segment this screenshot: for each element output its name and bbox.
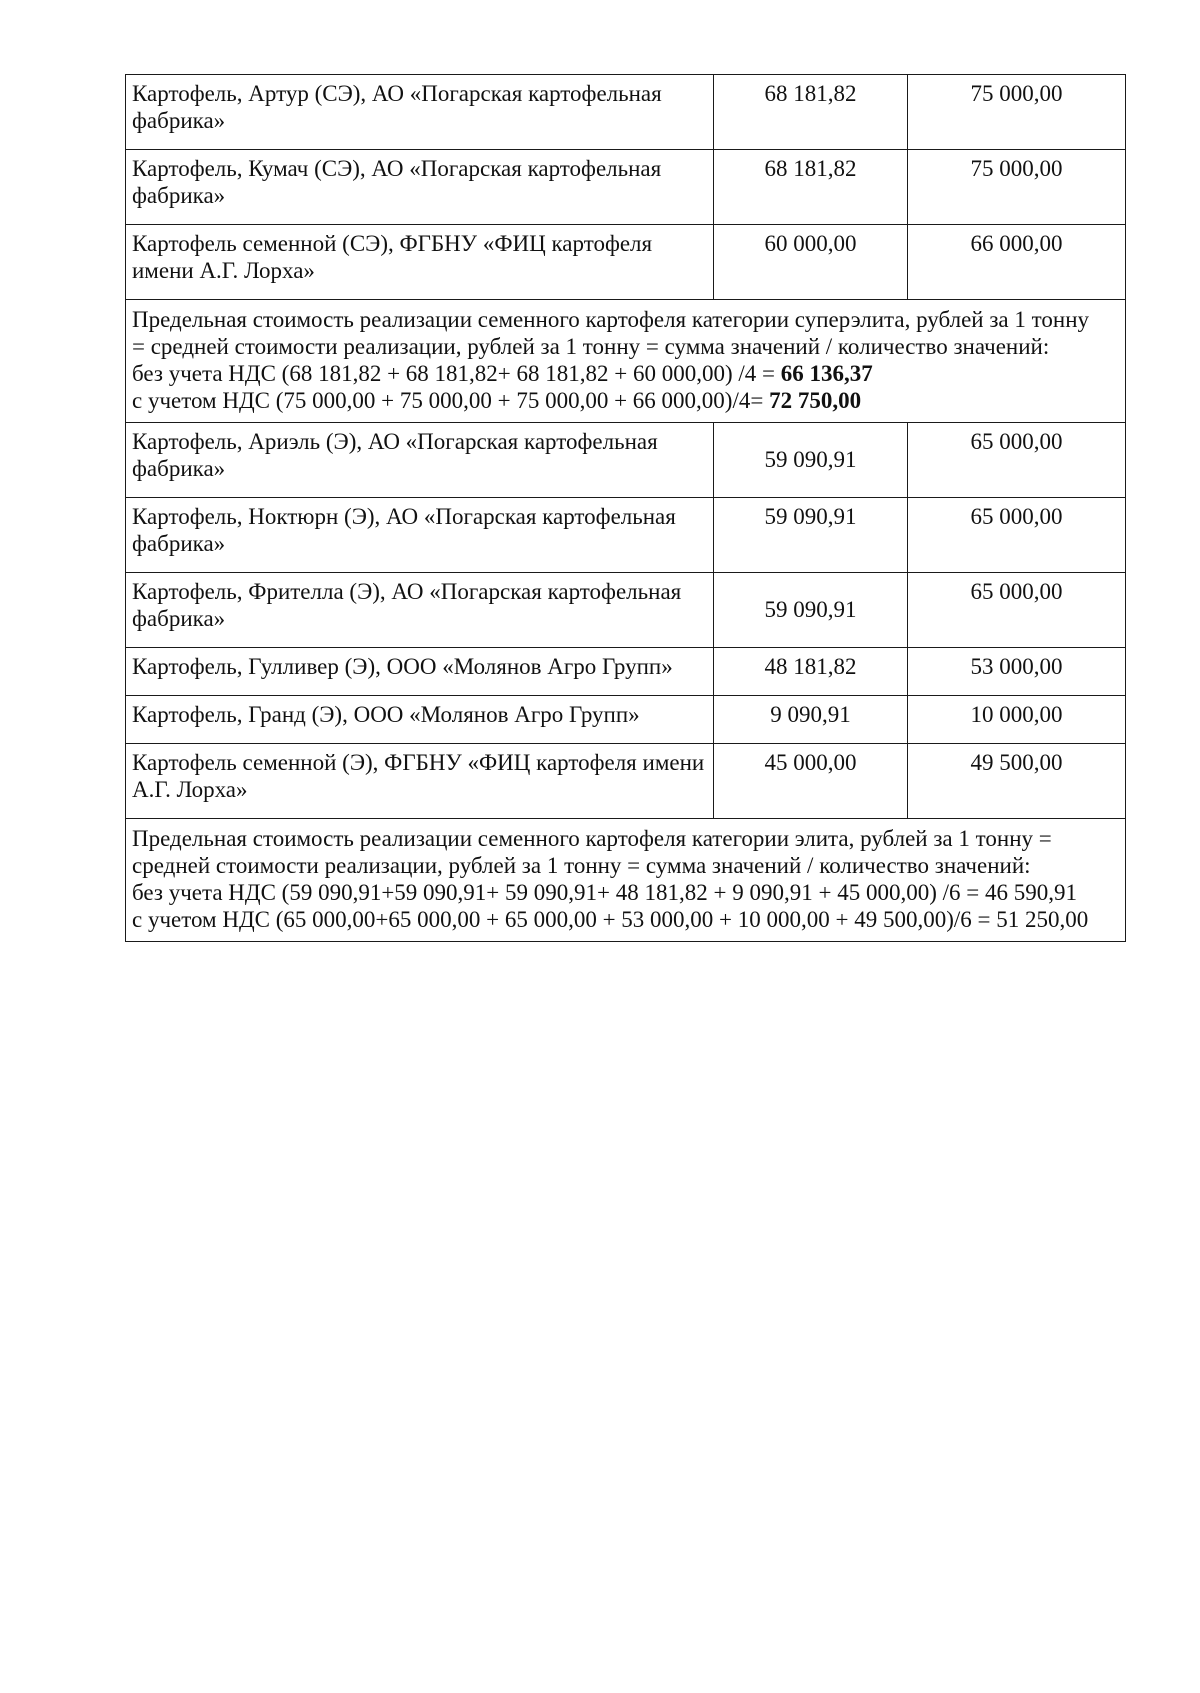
price-no-vat: 68 181,82 <box>714 150 908 225</box>
table-row <box>126 573 1126 648</box>
summary-line-with-vat <box>132 387 1119 414</box>
price-with-vat: 75 000,00 <box>908 150 1126 225</box>
table-row <box>126 498 1126 573</box>
price-with-vat: 66 000,00 <box>908 225 1126 300</box>
product-name: Картофель, Кумач (СЭ), АО «Погарская картофельная фабрика» <box>126 150 714 225</box>
price-with-vat: 65 000,00 <box>908 498 1126 573</box>
price-with-vat: 10 000,00 <box>908 696 1126 744</box>
summary-line-no-vat <box>132 360 1119 387</box>
table-row <box>126 744 1126 819</box>
summary-line: Предельная стоимость реализации семенного картофеля категории суперэлита, рублей за 1 тонну <box>132 307 1090 332</box>
price-table <box>125 74 1126 942</box>
product-name: Картофель, Артур (СЭ), АО «Погарская картофельная фабрика» <box>126 75 714 150</box>
table-row <box>126 225 1126 300</box>
price-no-vat: 60 000,00 <box>714 225 908 300</box>
product-name: Картофель семенной (Э), ФГБНУ «ФИЦ картофеля имени А.Г. Лорха» <box>126 744 714 819</box>
product-name: Картофель, Ноктюрн (Э), АО «Погарская картофельная фабрика» <box>126 498 714 573</box>
table-row <box>126 150 1126 225</box>
formula-text: без учета НДС (68 181,82 + 68 181,82+ 68 181,82 + 60 000,00) /4 = <box>132 361 781 386</box>
product-name: Картофель, Гулливер (Э), ООО «Молянов Агро Групп» <box>126 648 714 696</box>
price-no-vat: 9 090,91 <box>714 696 908 744</box>
summary-row-elite <box>126 819 1126 942</box>
summary-line: Предельная стоимость реализации семенного картофеля категории элита, рублей за 1 тонну = <box>132 826 1052 851</box>
price-no-vat: 48 181,82 <box>714 648 908 696</box>
price-no-vat: 59 090,91 <box>714 423 908 498</box>
price-no-vat: 59 090,91 <box>714 498 908 573</box>
price-with-vat: 75 000,00 <box>908 75 1126 150</box>
table-row <box>126 423 1126 498</box>
product-name: Картофель, Гранд (Э), ООО «Молянов Агро Групп» <box>126 696 714 744</box>
formula-text: с учетом НДС (75 000,00 + 75 000,00 + 75 000,00 + 66 000,00)/4= <box>132 388 770 413</box>
summary-cell <box>126 300 1126 423</box>
product-name: Картофель, Ариэль (Э), АО «Погарская картофельная фабрика» <box>126 423 714 498</box>
summary-line: средней стоимости реализации, рублей за 1 тонну = сумма значений / количество значений: <box>132 853 1031 878</box>
price-with-vat: 65 000,00 <box>908 423 1126 498</box>
price-no-vat: 68 181,82 <box>714 75 908 150</box>
product-name: Картофель семенной (СЭ), ФГБНУ «ФИЦ картофеля имени А.Г. Лорха» <box>126 225 714 300</box>
table-row <box>126 696 1126 744</box>
table-row <box>126 648 1126 696</box>
summary-row-superelite <box>126 300 1126 423</box>
result-no-vat: 66 136,37 <box>780 361 873 386</box>
summary-line: = средней стоимости реализации, рублей за 1 тонну = сумма значений / количество значений: <box>132 334 1050 359</box>
summary-cell <box>126 819 1126 942</box>
table-row <box>126 75 1126 150</box>
price-with-vat: 65 000,00 <box>908 573 1126 648</box>
price-with-vat: 49 500,00 <box>908 744 1126 819</box>
summary-line-with-vat: с учетом НДС (65 000,00+65 000,00 + 65 000,00 + 53 000,00 + 10 000,00 + 49 500,00)/6 = 51 250,00 <box>132 907 1089 932</box>
summary-line-no-vat: без учета НДС (59 090,91+59 090,91+ 59 090,91+ 48 181,82 + 9 090,91 + 45 000,00) /6 = 46 590,91 <box>132 880 1077 905</box>
price-no-vat: 59 090,91 <box>714 573 908 648</box>
price-no-vat: 45 000,00 <box>714 744 908 819</box>
price-with-vat: 53 000,00 <box>908 648 1126 696</box>
result-with-vat: 72 750,00 <box>769 388 862 413</box>
product-name: Картофель, Фрителла (Э), АО «Погарская картофельная фабрика» <box>126 573 714 648</box>
